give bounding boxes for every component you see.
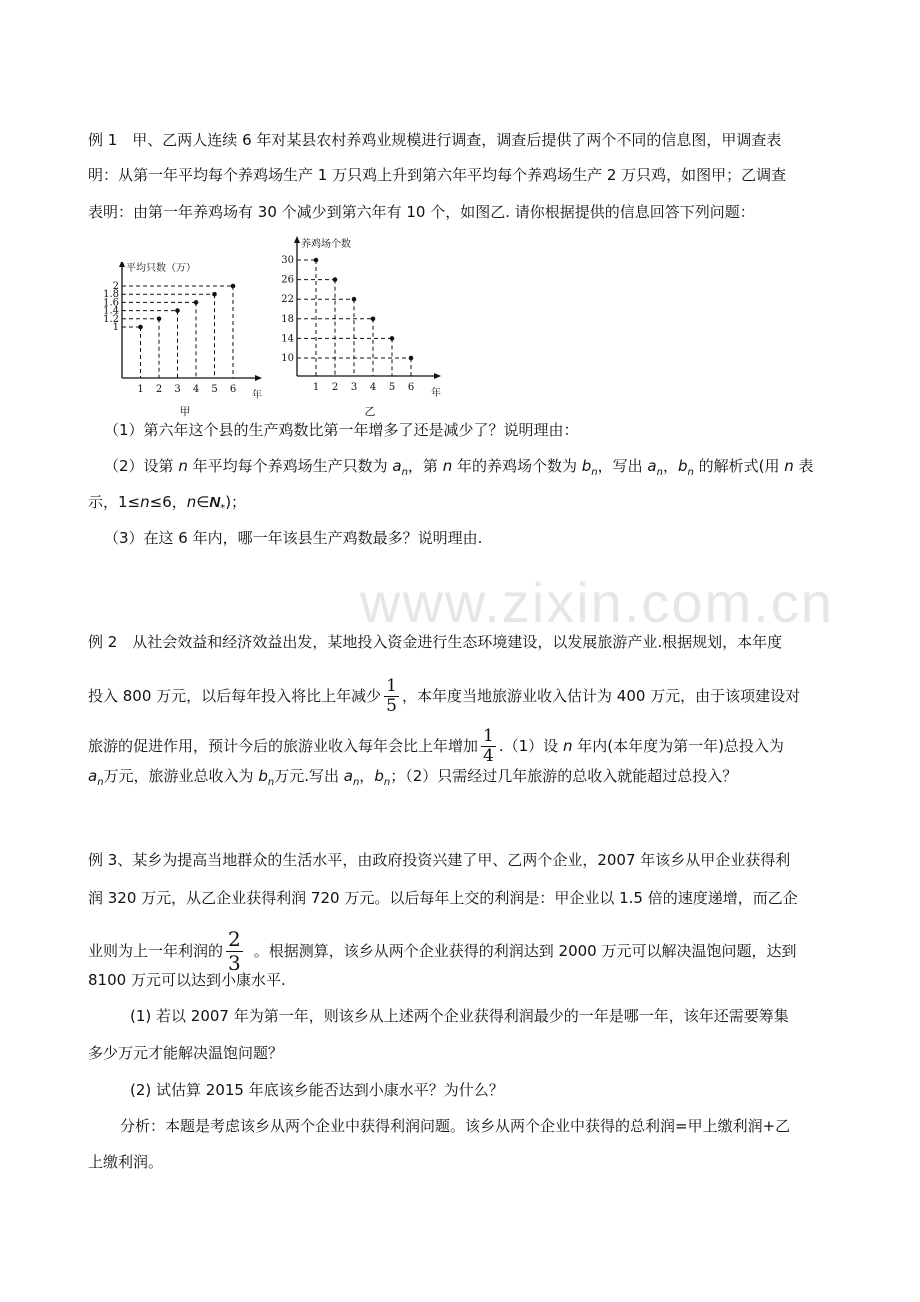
ex3-line-4: 8100 万元可以达到小康水平. (88, 971, 286, 989)
ex3-analysis: 分析：本题是考虑该乡从两个企业中获得利润问题。该乡从两个企业中获得的总利润=甲上缴利润+乙 (120, 1117, 791, 1135)
x-tick-label: 5 (211, 384, 218, 395)
x-axis-label: 年 (431, 388, 441, 399)
chart-yi (275, 236, 450, 422)
y-tick-label: 26 (281, 274, 294, 286)
x-tick-label: 4 (192, 384, 200, 395)
ex3-part-2: (2) 试估算 2015 年底该乡能否达到小康水平？为什么？ (130, 1081, 504, 1099)
data-point (157, 317, 162, 322)
y-axis-arrow (119, 262, 125, 267)
x-tick-label: 5 (388, 382, 396, 393)
data-point (194, 300, 199, 305)
watermark: www.zixin.com.cn (360, 571, 834, 634)
data-point (212, 292, 217, 297)
y-tick-label: 1.8 (103, 289, 119, 301)
y-axis-arrow (294, 236, 300, 243)
y-tick-label: 1.6 (103, 297, 119, 309)
ex2-line-4: $a_n$万元，旅游业总收入为 $b_n$万元.写出 $a_n$，$b_n$；（2）只需经过几年旅游的总收入就能超过总投入？ (88, 767, 738, 788)
ex3-part-1: (1) 若以 2007 年为第一年，则该乡从上述两个企业获得利润最少的一年是哪一年，该年还需要筹集 (130, 1007, 789, 1025)
ex1-question-3: （3）在这 6 年内，哪一年该县生产鸡数最多？说明理由. (104, 529, 483, 547)
y-tick-label: 10 (281, 353, 294, 364)
y-tick-label: 1 (112, 322, 119, 333)
x-axis-label: 年 (252, 390, 262, 401)
ex3-part-1-cont: 多少万元才能解决温饱问题？ (88, 1044, 284, 1062)
chart-jia (100, 262, 270, 422)
data-point (409, 356, 414, 361)
chart-caption: 乙 (364, 405, 376, 418)
ex3-analysis-cont: 上缴利润。 (88, 1153, 164, 1171)
ex2-line-2: 投入 800 万元，以后每年投入将比上年减少 $\frac{1}{5}$ ，本年度当地旅游业收入估计为 400 万元，由于该项建设对 (88, 676, 801, 716)
fraction-one-quarter: $\frac{1}{4}$ (483, 726, 494, 766)
ex1-question-2-cont: 示，1≤n≤6，$n\in N_*$)； (88, 493, 247, 514)
x-tick-label: 3 (174, 384, 181, 395)
y-tick-label: 22 (281, 294, 294, 306)
x-tick-label: 1 (137, 384, 144, 395)
ex1-question-1: （1）第六年这个县的生产鸡数比第一年增多了还是减少了？说明理由： (104, 421, 579, 439)
x-tick-label: 2 (155, 384, 163, 395)
chart-caption: 甲 (179, 405, 191, 418)
y-tick-label: 1.4 (103, 305, 119, 317)
data-point (352, 297, 357, 302)
y-tick-label: 14 (281, 333, 294, 345)
x-tick-label: 4 (369, 382, 377, 393)
fraction-one-fifth: $\frac{1}{5}$ (386, 676, 397, 716)
x-axis-arrow (434, 373, 441, 379)
ex3-line-3: 业则为上一年利润的 $\frac{2}{3}$ 。根据测算，该乡从两个企业获得的利润达到 2000 万元可以解决温饱问题，达到 (88, 927, 797, 975)
y-axis-label: 平均只数（万） (126, 263, 196, 274)
x-tick-label: 6 (229, 384, 237, 395)
data-point (138, 325, 143, 330)
y-tick-label: 18 (281, 313, 294, 325)
ex1-line-2: 明：从第一年平均每个养鸡场生产 1 万只鸡上升到第六年平均每个养鸡场生产 2 万只鸡，如图甲；乙调查 (88, 166, 787, 184)
x-tick-label: 3 (350, 382, 358, 393)
ex1-line-1: 例 1 甲、乙两人连续 6 年对某县农村养鸡业规模进行调查，调查后提供了两个不同的信息图，甲调查表 (88, 131, 782, 149)
y-tick-label: 1.2 (103, 313, 119, 325)
x-axis-arrow (255, 375, 262, 381)
x-tick-label: 6 (407, 382, 415, 393)
fraction-two-thirds: $\frac{2}{3}$ (228, 927, 241, 975)
data-point (371, 317, 376, 322)
ex1-line-3: 表明：由第一年养鸡场有 30 个减少到第六年有 10 个，如图乙. 请你根据提供的信息回答下列问题： (88, 203, 755, 221)
data-point (175, 308, 180, 313)
data-point (314, 258, 319, 263)
y-tick-label: 2 (112, 281, 119, 292)
data-point (231, 284, 236, 289)
y-axis-label: 养鸡场个数 (301, 239, 351, 250)
data-point (390, 336, 395, 341)
ex2-line-3: 旅游的促进作用，预计今后的旅游业收入每年会比上年增加 $\frac{1}{4}$ .（1）设 n 年内(本年度为第一年)总投入为 (88, 726, 784, 766)
ex3-line-2: 润 320 万元，从乙企业获得利润 720 万元。以后每年上交的利润是：甲企业以 1.5 倍的速度递增，而乙企 (88, 889, 798, 907)
ex2-line-1: 例 2 从社会效益和经济效益出发，某地投入资金进行生态环境建设，以发展旅游产业.根据规划，本年度 (88, 633, 783, 651)
ex3-line-1: 例 3、某乡为提高当地群众的生活水平，由政府投资兴建了甲、乙两个企业，2007 年该乡从甲企业获得利 (88, 851, 791, 869)
x-tick-label: 2 (331, 382, 339, 393)
data-point (333, 277, 338, 282)
y-tick-label: 30 (281, 255, 294, 266)
ex1-question-2: （2）设第 n 年平均每个养鸡场生产只数为 $a_n$，第 n 年的养鸡场个数为 $b_n$，写出 $a_n$，$b_n$ 的解析式(用 n 表 (104, 457, 814, 478)
x-tick-label: 1 (312, 382, 320, 393)
